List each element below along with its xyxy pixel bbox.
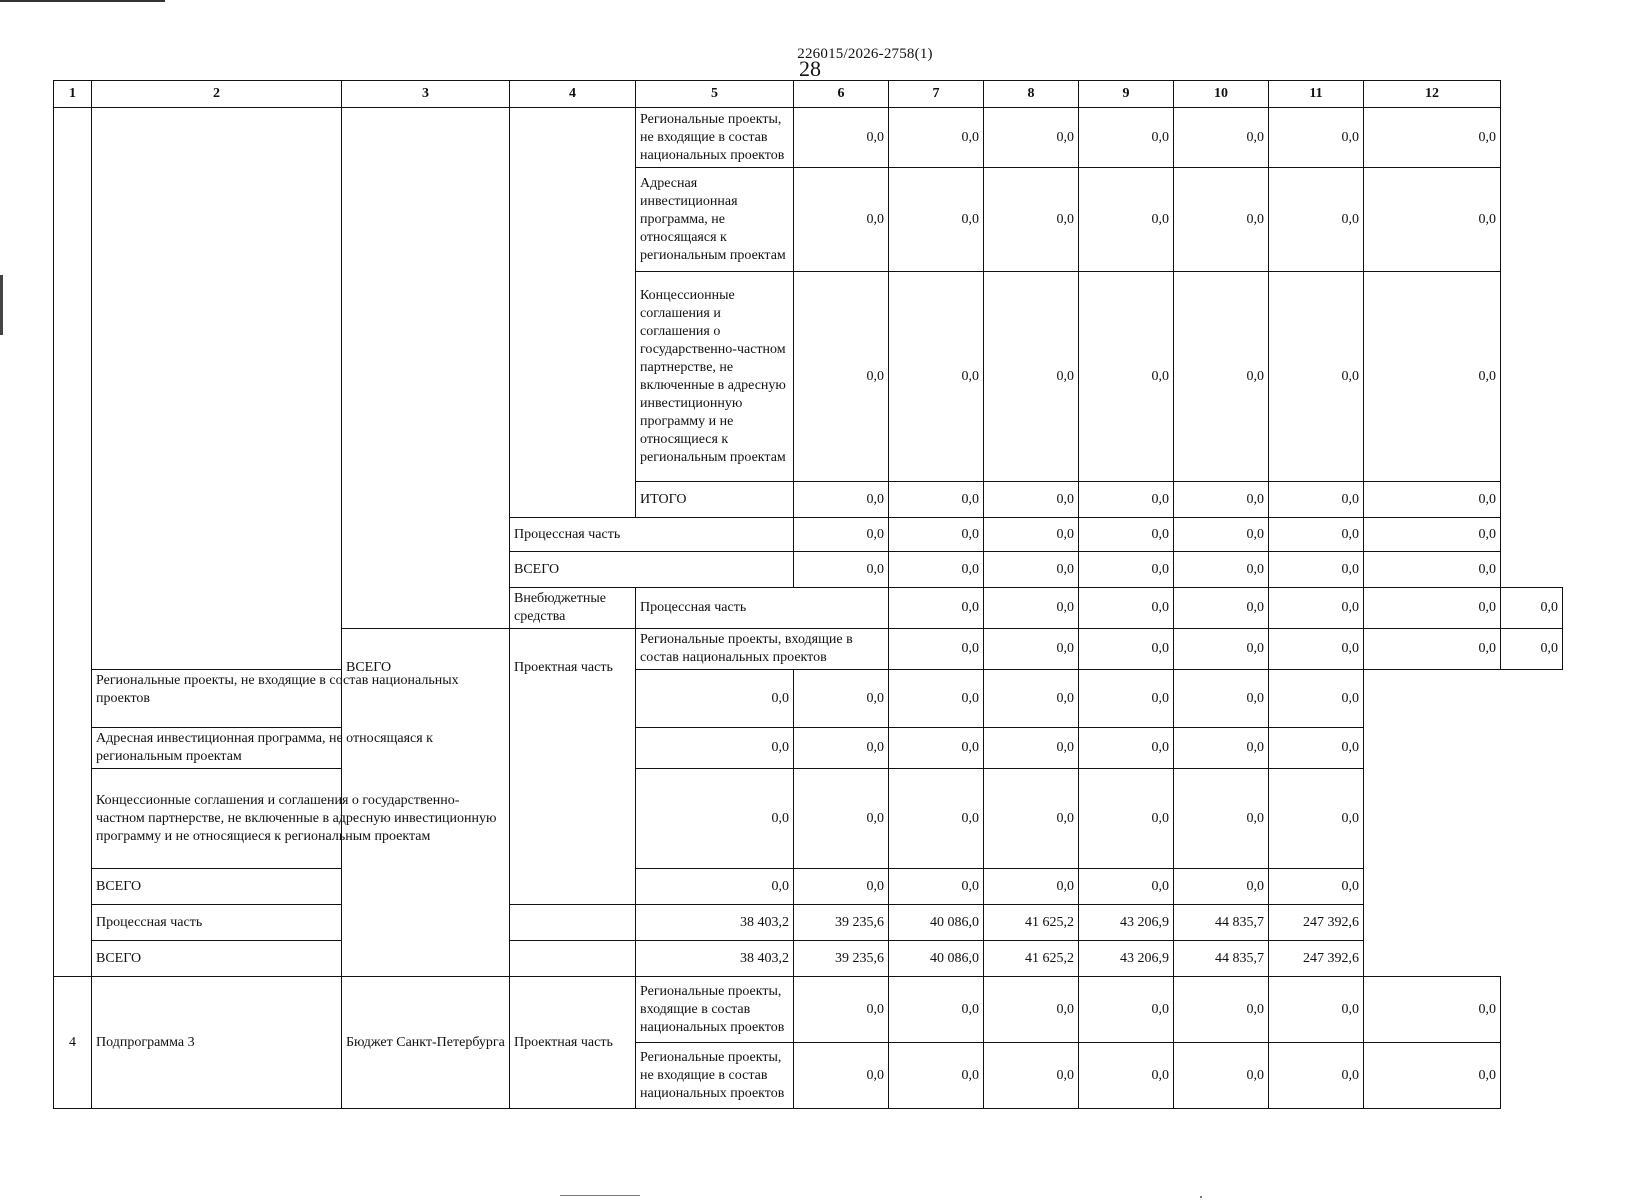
value-cell: 247 392,6	[1269, 905, 1364, 941]
col-header-12: 12	[1364, 81, 1501, 108]
col-header-1: 1	[54, 81, 92, 108]
value-cell: 0,0	[1269, 168, 1364, 272]
row-label-vsego: ВСЕГО	[510, 552, 794, 588]
value-cell: 0,0	[889, 869, 984, 905]
value-cell: 0,0	[794, 272, 889, 482]
row-label: Региональные проекты, не входящие в состав национальных проектов	[92, 670, 510, 728]
value-cell: 0,0	[1269, 1043, 1364, 1109]
value-cell: 0,0	[984, 728, 1079, 769]
value-cell: 0,0	[889, 728, 984, 769]
value-cell: 0,0	[1364, 977, 1501, 1043]
value-cell: 0,0	[889, 482, 984, 518]
header-row	[54, 81, 1563, 108]
value-cell: 0,0	[984, 769, 1079, 869]
value-cell: 0,0	[1269, 272, 1364, 482]
value-cell: 0,0	[1079, 670, 1174, 728]
col-header-3: 3	[342, 81, 510, 108]
value-cell: 0,0	[1174, 518, 1269, 552]
value-cell: 0,0	[1364, 1043, 1501, 1109]
col-header-7: 7	[889, 81, 984, 108]
value-cell: 0,0	[794, 1043, 889, 1109]
value-cell: 0,0	[794, 552, 889, 588]
value-cell: 43 206,9	[1079, 905, 1174, 941]
row-label: Региональные проекты, входящие в состав национальных проектов	[636, 629, 889, 670]
value-cell: 0,0	[984, 482, 1079, 518]
table-row	[54, 769, 1563, 869]
value-cell: 0,0	[889, 629, 984, 670]
col-header-5: 5	[636, 81, 794, 108]
row-label-process: Процессная часть	[636, 588, 889, 629]
value-cell: 0,0	[1079, 482, 1174, 518]
value-cell: 0,0	[984, 108, 1079, 168]
col-header-2: 2	[92, 81, 342, 108]
value-cell: 0,0	[984, 869, 1079, 905]
value-cell: 0,0	[984, 168, 1079, 272]
value-cell: 0,0	[1174, 977, 1269, 1043]
value-cell: 0,0	[636, 769, 794, 869]
value-cell: 39 235,6	[794, 905, 889, 941]
table-row	[54, 869, 1563, 905]
value-cell: 0,0	[1174, 769, 1269, 869]
value-cell: 43 206,9	[1079, 941, 1174, 977]
value-cell: 0,0	[889, 552, 984, 588]
value-cell: 0,0	[889, 670, 984, 728]
value-cell: 0,0	[1364, 629, 1501, 670]
table-row	[54, 108, 1563, 168]
value-cell: 0,0	[1079, 728, 1174, 769]
value-cell: 0,0	[1364, 108, 1501, 168]
value-cell: 0,0	[889, 977, 984, 1043]
value-cell: 0,0	[1174, 670, 1269, 728]
value-cell: 0,0	[794, 728, 889, 769]
value-cell: 0,0	[1364, 552, 1501, 588]
value-cell: 0,0	[1079, 588, 1174, 629]
value-cell: 0,0	[1174, 272, 1269, 482]
value-cell: 0,0	[889, 769, 984, 869]
col-header-9: 9	[1079, 81, 1174, 108]
value-cell: 0,0	[1364, 518, 1501, 552]
table-row	[54, 670, 1563, 728]
value-cell: 0,0	[1079, 977, 1174, 1043]
value-cell: 0,0	[794, 108, 889, 168]
value-cell: 0,0	[1079, 629, 1174, 670]
document-id: 226015/2026-2758(1)	[797, 46, 933, 62]
value-cell: 0,0	[1269, 977, 1364, 1043]
value-cell: 247 392,6	[1269, 941, 1364, 977]
table-row	[54, 941, 1563, 977]
value-cell: 40 086,0	[889, 941, 984, 977]
value-cell: 0,0	[1269, 552, 1364, 588]
row-label-process: Процессная часть	[92, 905, 636, 941]
value-cell: 0,0	[1174, 629, 1269, 670]
value-cell: 0,0	[794, 518, 889, 552]
row-label-vsego: ВСЕГО	[92, 941, 636, 977]
source-spb-budget: Бюджет Санкт-Петербурга	[342, 977, 510, 1109]
value-cell: 41 625,2	[984, 905, 1079, 941]
value-cell: 44 835,7	[1174, 941, 1269, 977]
value-cell: 0,0	[984, 588, 1079, 629]
value-cell: 40 086,0	[889, 905, 984, 941]
col-header-8: 8	[984, 81, 1079, 108]
value-cell: 0,0	[889, 1043, 984, 1109]
cell-col2-empty	[92, 108, 342, 670]
scan-artifact-bottom	[560, 1195, 640, 1196]
table-row	[54, 977, 1563, 1043]
row-label: Адресная инвестиционная программа, не относящаяся к региональным проектам	[92, 728, 510, 769]
value-cell: 0,0	[984, 670, 1079, 728]
value-cell: 0,0	[984, 518, 1079, 552]
value-cell: 0,0	[1174, 482, 1269, 518]
value-cell: 0,0	[984, 1043, 1079, 1109]
row-label: Региональные проекты, входящие в состав национальных проектов	[636, 977, 794, 1043]
budget-table	[53, 80, 1563, 1109]
value-cell: 0,0	[794, 482, 889, 518]
cell-col3-empty	[342, 108, 510, 629]
row-label: Концессионные соглашения и соглашения о государственно-частном партнерстве, не включенные в адресную инвестиционную программу и не относящиеся к региональным проектам	[636, 272, 794, 482]
col-header-11: 11	[1269, 81, 1364, 108]
cell-col4-empty	[510, 108, 636, 518]
value-cell: 0,0	[1079, 769, 1174, 869]
value-cell: 0,0	[889, 168, 984, 272]
value-cell: 0,0	[794, 769, 889, 869]
col-header-4: 4	[510, 81, 636, 108]
value-cell: 0,0	[1501, 588, 1563, 629]
value-cell: 0,0	[1174, 108, 1269, 168]
value-cell: 0,0	[1269, 629, 1364, 670]
row-label: Адресная инвестиционная программа, не относящаяся к региональным проектам	[636, 168, 794, 272]
value-cell: 0,0	[1364, 482, 1501, 518]
value-cell: 0,0	[1364, 272, 1501, 482]
value-cell: 0,0	[889, 588, 984, 629]
value-cell: 0,0	[1079, 1043, 1174, 1109]
row-label-itogo: ИТОГО	[636, 482, 794, 518]
value-cell: 39 235,6	[794, 941, 889, 977]
value-cell: 0,0	[889, 108, 984, 168]
value-cell: 0,0	[889, 518, 984, 552]
value-cell: 0,0	[1501, 629, 1563, 670]
project-part-label: Проектная часть	[510, 629, 636, 905]
value-cell: 0,0	[794, 168, 889, 272]
value-cell: 0,0	[889, 272, 984, 482]
value-cell: 0,0	[1079, 272, 1174, 482]
value-cell: 41 625,2	[984, 941, 1079, 977]
value-cell: 0,0	[1079, 552, 1174, 588]
source-offbudget: Внебюджетные средства	[510, 588, 636, 629]
project-part-label: Проектная часть	[510, 977, 636, 1109]
subprogram-name: Подпрограмма 3	[92, 977, 342, 1109]
value-cell: 0,0	[1174, 1043, 1269, 1109]
value-cell: 0,0	[1174, 869, 1269, 905]
value-cell: 0,0	[1079, 518, 1174, 552]
value-cell: 0,0	[984, 977, 1079, 1043]
value-cell: 0,0	[794, 670, 889, 728]
value-cell: 0,0	[1079, 869, 1174, 905]
value-cell: 0,0	[984, 272, 1079, 482]
page-number: 28	[799, 56, 821, 81]
table-row	[54, 728, 1563, 769]
value-cell: 38 403,2	[636, 941, 794, 977]
value-cell: 0,0	[1269, 670, 1364, 728]
row-label-process: Процессная часть	[510, 518, 794, 552]
value-cell: 0,0	[636, 670, 794, 728]
value-cell: 0,0	[794, 869, 889, 905]
value-cell: 0,0	[1079, 168, 1174, 272]
value-cell: 0,0	[984, 629, 1079, 670]
value-cell: 38 403,2	[636, 905, 794, 941]
scan-speck	[1200, 1196, 1202, 1198]
value-cell: 0,0	[1269, 588, 1364, 629]
value-cell: 0,0	[1269, 518, 1364, 552]
cell-num-empty	[54, 108, 92, 977]
scan-artifact-left	[0, 275, 3, 335]
value-cell: 0,0	[1174, 588, 1269, 629]
value-cell: 0,0	[1269, 482, 1364, 518]
row-label: Концессионные соглашения и соглашения о государственно-частном партнерстве, не включенные в адресную инвестиционную программу и не относящиеся к региональным проектам	[92, 769, 510, 869]
row-label: Региональные проекты, не входящие в состав национальных проектов	[636, 1043, 794, 1109]
value-cell: 0,0	[984, 552, 1079, 588]
value-cell: 0,0	[1174, 728, 1269, 769]
value-cell: 44 835,7	[1174, 905, 1269, 941]
value-cell: 0,0	[1079, 108, 1174, 168]
value-cell: 0,0	[1364, 588, 1501, 629]
value-cell: 0,0	[636, 869, 794, 905]
row-number: 4	[54, 977, 92, 1109]
row-label-vsego: ВСЕГО	[92, 869, 510, 905]
col-header-6: 6	[794, 81, 889, 108]
value-cell: 0,0	[1174, 552, 1269, 588]
value-cell: 0,0	[636, 728, 794, 769]
section-vsego: ВСЕГО	[342, 629, 510, 977]
value-cell: 0,0	[1269, 728, 1364, 769]
row-label: Региональные проекты, не входящие в состав национальных проектов	[636, 108, 794, 168]
scan-artifact-top	[0, 0, 165, 2]
value-cell: 0,0	[1364, 168, 1501, 272]
value-cell: 0,0	[794, 977, 889, 1043]
col-header-10: 10	[1174, 81, 1269, 108]
value-cell: 0,0	[1269, 869, 1364, 905]
value-cell: 0,0	[1269, 108, 1364, 168]
value-cell: 0,0	[1174, 168, 1269, 272]
table-row	[54, 905, 1563, 941]
value-cell: 0,0	[1269, 769, 1364, 869]
